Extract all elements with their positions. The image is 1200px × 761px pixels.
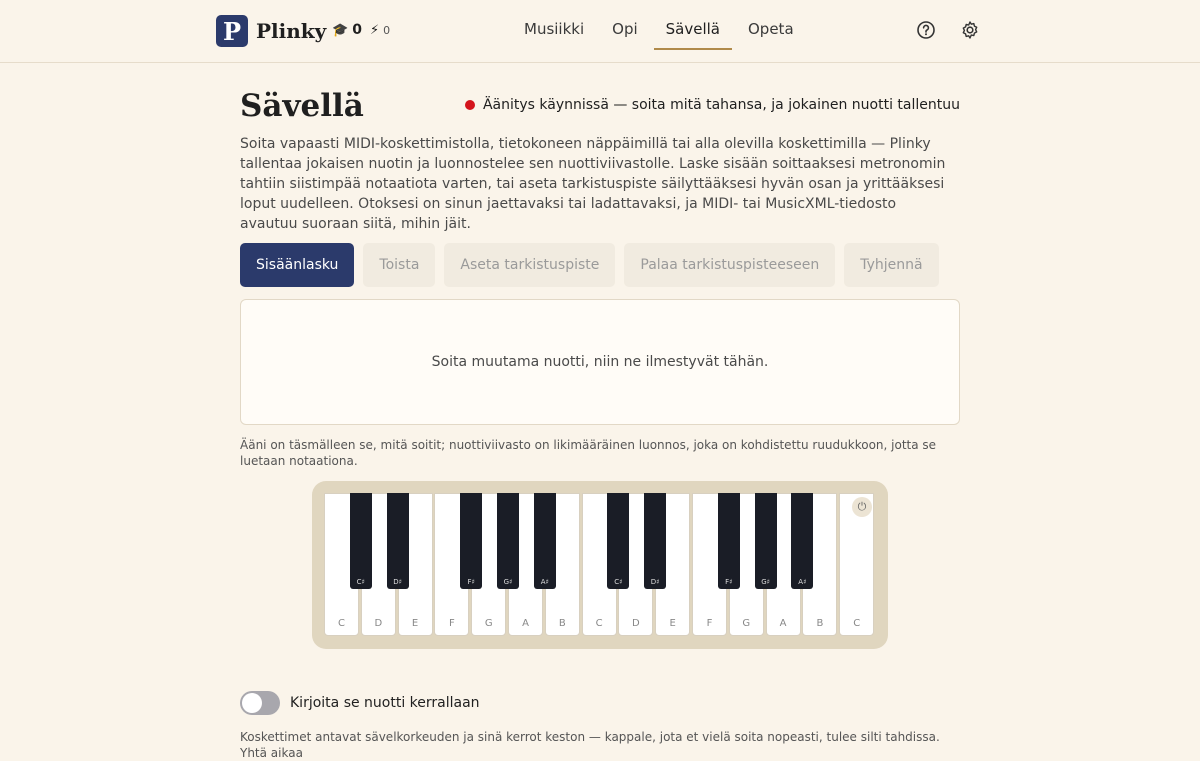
white-key-label: F bbox=[449, 618, 455, 629]
staff-placeholder: Soita muutama nuotti, niin ne ilmestyvät tähän. bbox=[431, 354, 769, 370]
toggle-knob bbox=[242, 693, 262, 713]
main-nav bbox=[512, 0, 810, 62]
action-bar bbox=[240, 243, 948, 287]
black-key[interactable] bbox=[497, 493, 519, 589]
black-key[interactable] bbox=[607, 493, 629, 589]
note-entry-toggle-label: Kirjoita se nuotti kerrallaan bbox=[290, 695, 480, 711]
white-key-label: G bbox=[484, 618, 493, 629]
black-key-label: C♯ bbox=[356, 578, 365, 586]
piano-keyboard bbox=[324, 493, 876, 637]
clear-button[interactable]: Tyhjennä bbox=[844, 243, 938, 287]
black-key[interactable] bbox=[387, 493, 409, 589]
white-key-label: C bbox=[853, 618, 861, 629]
black-key[interactable] bbox=[718, 493, 740, 589]
plug-icon[interactable]: ⏻ bbox=[852, 497, 872, 517]
black-key[interactable] bbox=[755, 493, 777, 589]
nav-teach[interactable]: Opeta bbox=[748, 20, 794, 38]
white-key-label: G bbox=[742, 618, 751, 629]
top-bar bbox=[0, 0, 1200, 63]
black-key[interactable] bbox=[460, 493, 482, 589]
black-key[interactable] bbox=[644, 493, 666, 589]
streak-stat bbox=[370, 23, 390, 38]
black-key[interactable] bbox=[791, 493, 813, 589]
brand[interactable] bbox=[216, 15, 326, 47]
note-entry-help: Koskettimet antavat sävelkorkeuden ja sinä kerrot keston — kappale, jota et vielä soita nopeasti, tulee silti tahdissa. Yhtä aikaa bbox=[240, 730, 940, 760]
app-name: Plinky bbox=[256, 19, 327, 43]
note-entry-toggle-row bbox=[240, 691, 480, 715]
staff-note: Ääni on täsmälleen se, mitä soitit; nuottiviivasto on likimääräinen luonnos, joka on kohdistettu ruudukkoon, jotta se luetaan notaationa. bbox=[240, 438, 937, 468]
gear-icon[interactable] bbox=[960, 20, 980, 40]
note-entry-toggle[interactable] bbox=[240, 691, 280, 715]
white-key-label: E bbox=[669, 618, 676, 629]
white-key-label: E bbox=[411, 618, 419, 629]
white-key-label: D bbox=[632, 618, 640, 629]
compose-panel bbox=[240, 88, 960, 273]
bolt-icon: ⚡ bbox=[369, 22, 380, 38]
stats bbox=[332, 22, 398, 38]
nav-learn[interactable]: Opi bbox=[612, 20, 638, 38]
black-key-label: G♯ bbox=[761, 578, 770, 586]
black-key-label: G♯ bbox=[503, 578, 513, 586]
black-key-label: C♯ bbox=[614, 578, 623, 586]
white-key-label: B bbox=[558, 618, 566, 629]
logo: P bbox=[216, 15, 248, 47]
recording-dot-icon bbox=[465, 100, 475, 110]
graduation-cap-icon: 🎓 bbox=[332, 22, 349, 38]
set-checkpoint-button[interactable]: Aseta tarkistuspiste bbox=[444, 243, 615, 287]
page-description: Soita vapaasti MIDI-koskettimistolla, tietokoneen näppäimillä tai alla olevilla koskettimilla — Plinky tallentaa jokaisen nuotin ja luonnostelee sen nuottiviivastolle. Laske sisään soittaaksesi metronomin tahtiin siistimpää notaatiota varten, tai aseta tarkistuspiste säilyttääksesi hyvän osan ja yrittääksesi loput uudelleen. Otoksesi on sinun jaettavaksi tai ladattavaksi, ja MIDI- tai MusicXML-tiedosto avautuu suoraan siitä, mihin jäit. bbox=[240, 136, 946, 232]
black-key-label: D♯ bbox=[393, 578, 402, 586]
white-key-label: C bbox=[595, 618, 603, 629]
white-key-label: F bbox=[706, 618, 713, 629]
play-button[interactable]: Toista bbox=[363, 243, 435, 287]
black-key[interactable] bbox=[534, 493, 556, 589]
staff-area bbox=[240, 299, 960, 425]
black-key-label: F♯ bbox=[467, 578, 475, 586]
white-key-label: D bbox=[374, 618, 383, 629]
black-key-label: A♯ bbox=[540, 578, 549, 586]
black-key-label: F♯ bbox=[725, 578, 733, 586]
help-circle-icon[interactable] bbox=[916, 20, 936, 40]
count-in-button[interactable]: Sisäänlasku bbox=[240, 243, 354, 287]
black-key[interactable] bbox=[350, 493, 372, 589]
return-to-checkpoint-button[interactable]: Palaa tarkistuspisteeseen bbox=[624, 243, 835, 287]
white-key-label: A bbox=[522, 618, 529, 629]
black-key-label: A♯ bbox=[798, 578, 807, 586]
black-key-label: D♯ bbox=[650, 578, 660, 586]
nav-music[interactable]: Musiikki bbox=[524, 20, 585, 38]
white-key-label: B bbox=[816, 618, 824, 629]
recording-status bbox=[465, 97, 960, 113]
streak-count: 0 bbox=[383, 23, 391, 37]
page-title: Sävellä bbox=[240, 88, 364, 124]
lessons-stat bbox=[332, 22, 362, 38]
lessons-count: 0 bbox=[352, 22, 362, 38]
white-key-label: C bbox=[338, 618, 345, 629]
nav-compose[interactable]: Sävellä bbox=[654, 0, 732, 50]
recording-status-text: Äänitys käynnissä — soita mitä tahansa, ja jokainen nuotti tallentuu bbox=[482, 97, 960, 113]
white-key-label: A bbox=[779, 618, 787, 629]
